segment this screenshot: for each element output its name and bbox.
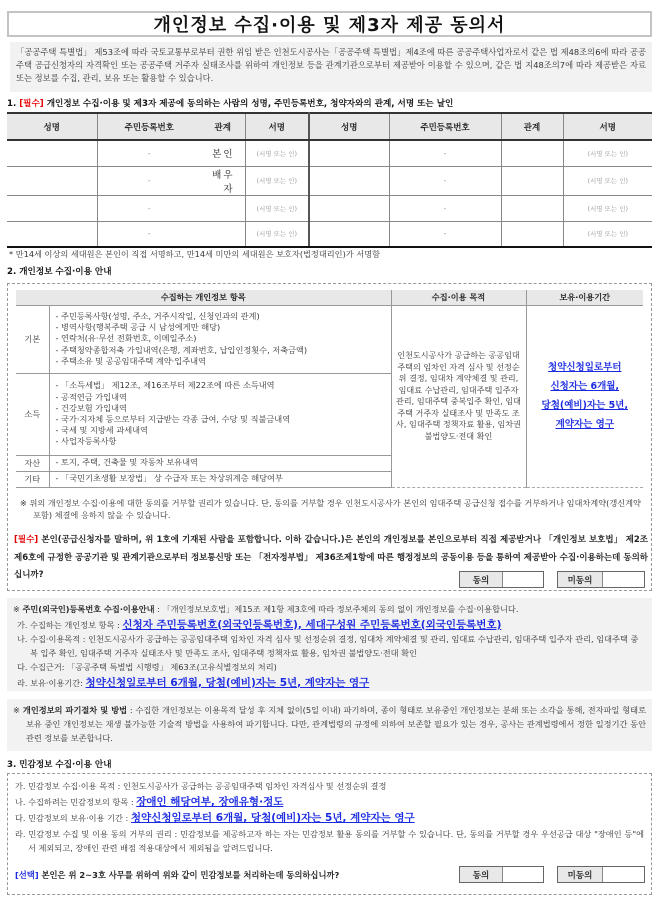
disagree-checkbox-1[interactable] <box>557 571 645 588</box>
name-cell[interactable] <box>7 195 97 221</box>
header-items: 수집하는 개인정보 항목 <box>16 290 391 305</box>
signature-table <box>7 112 652 248</box>
sign-cell[interactable]: (서명 또는 인) <box>245 140 309 166</box>
item: - 주민등록사항(성명, 주소, 거주시작일, 신청인과의 관계) <box>55 310 260 321</box>
rrn-cell[interactable]: - <box>389 221 501 247</box>
section2-heading: 2. 개인정보 수집·이용 안내 <box>7 267 112 277</box>
sign-cell[interactable]: (서명 또는 인) <box>563 221 652 247</box>
period-line: 신청자는 6개월, <box>550 381 620 392</box>
rrn-cell[interactable]: - <box>97 140 201 166</box>
item: - 주택청약종합저축 가입내역(은행, 계좌번호, 납입인정횟수, 저축금액) <box>55 344 308 355</box>
period-label: 라. 보유·이용기간: <box>17 677 86 688</box>
period-value: 청약신청일로부터 6개월, 당첨(예비)자는 5년, 계약자는 영구 <box>85 676 370 689</box>
destruction-text: : 수집한 개인정보는 이용목적 달성 후 지체 없이(5일 이내) 파기하며, 종이 형태로 보유중인 개인정보는 분쇄 또는 소각을 통해, 전자파일 형태로 보유 중인 개인정보는 재생 불가능한 기술적 방법을 사용하여 파기합니다. 다만, 관계법령의 규정에 의하여 보존할 필요가 있는 경우, 공사는 관계법령에서 정한 일정기간 동안 관련 정보를 보존합니다. <box>26 705 646 743</box>
agree-checkbox-1[interactable] <box>459 571 544 588</box>
sign-cell[interactable]: (서명 또는 인) <box>245 166 309 195</box>
items-value: 장애인 해당여부, 장애유형·정도 <box>136 796 284 809</box>
table-row <box>7 166 652 195</box>
sign-cell[interactable]: (서명 또는 인) <box>563 166 652 195</box>
rrn-cell[interactable]: - <box>97 166 201 195</box>
sign-cell[interactable]: (서명 또는 인) <box>245 195 309 221</box>
category-items <box>49 471 391 487</box>
sensitive-items <box>15 794 644 810</box>
section3-box <box>7 773 652 895</box>
relation-cell[interactable] <box>501 195 563 221</box>
item: - 연락처(유·무선 전화번호, 이메일주소) <box>55 333 197 344</box>
rrn-purpose: 나. 수집·이용목적 : 인천도시공사가 공급하는 공공임대주택 임차인 자격 심사 및 선정순위 결정, 임대차 계약체결 및 관리, 임대료 수납관리, 임대주택 입주자 관리, 임대주택 중복 입주 확인, 임대주택 거주자 실태조사 및 만족도 조사, 임대주택 정책자료 활용, 임차권 불법양도·전대 확인 <box>17 634 639 658</box>
relation-cell[interactable] <box>201 195 245 221</box>
disagree-checkbox-2[interactable] <box>557 866 645 883</box>
rrn-cell[interactable]: - <box>97 195 201 221</box>
relation-cell[interactable] <box>501 221 563 247</box>
items-label: 나. 수집하려는 민감정보의 항목 : <box>15 797 137 808</box>
required-tag: [필수] <box>19 99 44 109</box>
category-items <box>49 455 391 471</box>
rrn-heading-bold: 주민(외국인)등록번호 수집·이용안내 <box>22 604 155 614</box>
name-cell[interactable] <box>7 140 97 166</box>
destruction-heading: 개인정보의 파기절차 및 방법 <box>22 705 128 715</box>
section3-heading: 3. 민감정보 수집·이용 안내 <box>7 760 112 770</box>
rrn-cell[interactable]: - <box>389 195 501 221</box>
category-items <box>49 373 391 455</box>
period-line: 계약자는 영구 <box>555 419 614 430</box>
destruction-notice-box <box>7 699 652 751</box>
consent-question: 본인은 위 2~3호 사무를 위하여 위와 같이 민감정보를 처리하는데 동의하십니까? <box>41 869 340 880</box>
intro-paragraph: 「공공주택 특별법」 제53조에 따라 국토교통부로부터 권한 위임 받은 인천도시공사는「공공주택 특별법」제4조에 따른 공공주택사업자로서 같은 법 제48조의6에 따라 공공주택 공급신청자의 자격확인 또는 공공주택 거주자 실태조사를 위하여 개인정보 등을 관계기관으로부터 제공받아 이용할 수 있으며, 같은 법 지48조의7에 따라 제공받은 자료 또는 정보를 수집, 관리, 보유 또는 활용할 수 있습니다. <box>10 42 652 92</box>
optional-consent-text <box>15 867 644 883</box>
name-cell[interactable] <box>309 166 389 195</box>
relation-cell[interactable]: 배우자 <box>201 166 245 195</box>
relation-cell[interactable] <box>501 166 563 195</box>
header-relation: 관계 <box>501 113 563 140</box>
header-sign: 서명 <box>245 113 309 140</box>
table-row <box>7 221 652 247</box>
items-label: 가. 수집하는 개인정보 항목 : <box>17 619 123 630</box>
item: - 토지, 주택, 건축물 및 자동차 보유내역 <box>55 457 198 468</box>
header-name: 성명 <box>7 113 97 140</box>
retention-period <box>526 305 643 487</box>
relation-cell[interactable] <box>501 140 563 166</box>
header-rrn: 주민등록번호 <box>97 113 201 140</box>
name-cell[interactable] <box>309 195 389 221</box>
signature-note: * 만14세 이상의 세대원은 본인이 직접 서명하고, 만14세 미만의 세대원은 보호자(법정대리인)가 서명함 <box>9 249 381 259</box>
disagree-input[interactable] <box>603 867 644 882</box>
rrn-period <box>13 676 646 692</box>
relation-cell[interactable] <box>201 221 245 247</box>
table-row <box>7 140 652 166</box>
agree-label: 동의 <box>460 572 503 587</box>
name-cell[interactable] <box>309 221 389 247</box>
period-value: 청약신청일로부터 6개월, 당첨(예비)자는 5년, 계약자는 영구 <box>130 812 415 825</box>
sensitive-refusal: 라. 민감정보 수집 및 이용 동의 거부의 권리 : 민감정보를 제공하고자 하는 자는 민감정보 활용 동의를 거부할 수 있습니다. 단, 동의를 거부할 경우 우선공급 대상 "장애인 등"에서 제외되고, 장애인 관련 배점 적용대상에서 제외됨을 알려드립니다. <box>15 828 644 853</box>
relation-cell[interactable]: 본인 <box>201 140 245 166</box>
name-cell[interactable] <box>309 140 389 166</box>
rrn-heading-text: : 「개인정보보호법」제15조 제1항 제3호에 따라 정보주체의 동의 없이 개인정보를 수집·이용합니다. <box>154 604 519 614</box>
rrn-basis: 다. 수집근거: 「공공주택 특별법 시행령」 제63조(고유식별정보의 처리) <box>17 662 277 672</box>
document-title: 개인정보 수집·이용 및 제3자 제공 동의서 <box>153 15 506 36</box>
item: - 공적연금 가입내역 <box>55 391 127 402</box>
section1-title: 개인정보 수집·이용 및 제3자 제공에 동의하는 사람의 성명, 주민등록번호, 청약자와의 관계, 서명 또는 날인 <box>46 99 454 109</box>
period-label: 다. 민감정보의 보유·이용 기간 : <box>15 813 131 824</box>
optional-tag: [선택] <box>15 869 39 880</box>
sign-cell[interactable]: (서명 또는 인) <box>245 221 309 247</box>
consent-question: 본인(공급신청자를 말하며, 위 1호에 기재된 사람을 포함합니다. 이하 같습니다.)은 본인의 개인정보를 본인으로부터 직접 제공받거나 「개인정보 보호법」 제2조제6호에 규정한 공공기관 및 관계기관으로부터 정보통신망 또는 「전자정부법」 제36조제1항에 따른 행정정보의 공동이용 등을 통하여 제공받아 수집·이용하는데 동의하십니까? <box>14 535 648 580</box>
period-line: 당첨(예비)자는 5년, <box>541 400 628 411</box>
table-row <box>7 195 652 221</box>
rrn-notice-box <box>7 598 652 691</box>
category-label: 기타 <box>16 471 49 487</box>
refusal-right-note: ※ 위의 개인정보 수집·이용에 대한 동의를 거부할 권리가 있습니다. 단, 동의를 거부할 경우 인천도시공사가 본인의 임대주택 공급신청 접수를 거부하거나 임대차계약(갱신계약 포함) 체결에 응하지 않을 수 있습니다. <box>20 498 641 520</box>
category-label: 자산 <box>16 455 49 471</box>
document-title-box <box>7 11 652 37</box>
category-label: 소득 <box>16 373 49 455</box>
item: - 건강보험 가입내역 <box>55 402 127 413</box>
agree-label: 동의 <box>460 867 503 882</box>
sensitive-purpose: 가. 민감정보 수집·이용 목적 : 인천도시공사가 공급하는 공공임대주택 임차인 자격심사 및 선정순위 결정 <box>15 781 387 791</box>
header-purpose: 수집·이용 목적 <box>391 290 526 305</box>
agree-input[interactable] <box>503 572 543 587</box>
rrn-cell[interactable]: - <box>389 166 501 195</box>
sensitive-period <box>15 810 644 826</box>
item: - 병역사항(행복주택 공급 시 남성에게만 해당) <box>55 322 221 333</box>
rrn-items <box>13 618 646 634</box>
item: - 사업자등록사항 <box>55 436 117 447</box>
section1-heading <box>7 97 453 109</box>
signature-table-header <box>7 113 652 140</box>
agree-input[interactable] <box>503 867 543 882</box>
item: - 「국민기초생활 보장법」 상 수급자 또는 차상위계층 해당여부 <box>55 473 283 484</box>
reference-mark: ※ <box>13 705 21 715</box>
header-relation: 관계 <box>201 113 245 140</box>
collection-info-table <box>16 290 643 488</box>
rrn-cell[interactable]: - <box>389 140 501 166</box>
name-cell[interactable] <box>7 166 97 195</box>
required-consent-text <box>14 532 648 585</box>
header-sign: 서명 <box>563 113 652 140</box>
header-rrn: 주민등록번호 <box>389 113 501 140</box>
required-tag: [필수] <box>14 535 39 545</box>
agree-checkbox-2[interactable] <box>459 866 544 883</box>
disagree-label: 미동의 <box>558 867 603 882</box>
collection-purpose: 인천도시공사가 공급하는 공공임대주택의 임차인 자격 심사 및 선정순위 결정, 임대차 계약체결 및 관리, 임대료 수납관리, 임대주택 입주자 관리, 임대주택 중복입주 확인, 임대주택 거주자 실태조사 및 만족도 조사, 임대주택 정책자료 활용, 임차권 불법양도·전대 확인 <box>391 305 526 487</box>
reference-mark: ※ <box>13 604 20 614</box>
disagree-label: 미동의 <box>558 572 603 587</box>
header-period: 보유·이용기간 <box>526 290 643 305</box>
header-name: 성명 <box>309 113 389 140</box>
rrn-cell[interactable]: - <box>97 221 201 247</box>
rrn-notice-heading <box>13 602 646 618</box>
category-label: 기본 <box>16 305 49 373</box>
items-value: 신청자 주민등록번호(외국인등록번호), 세대구성원 주민등록번호(외국인등록번호) <box>122 618 502 631</box>
period-line: 청약신청일로부터 <box>548 362 622 373</box>
sign-cell[interactable]: (서명 또는 인) <box>563 140 652 166</box>
name-cell[interactable] <box>7 221 97 247</box>
item: - 국가·지자체 등으로부터 지급받는 각종 급여, 수당 및 직불금내역 <box>55 414 291 424</box>
item: - 「소득세법」 제12조, 제16조부터 제22조에 따른 소득내역 <box>55 380 275 391</box>
item: - 주택소유 및 공공임대주택 계약·입주내역 <box>55 355 206 366</box>
disagree-input[interactable] <box>603 572 644 587</box>
category-row-basic <box>16 305 643 373</box>
sign-cell[interactable]: (서명 또는 인) <box>563 195 652 221</box>
category-items <box>49 305 391 373</box>
section1-number: 1. <box>7 99 17 109</box>
item: - 국세 및 지방세 과세내역 <box>55 425 148 436</box>
